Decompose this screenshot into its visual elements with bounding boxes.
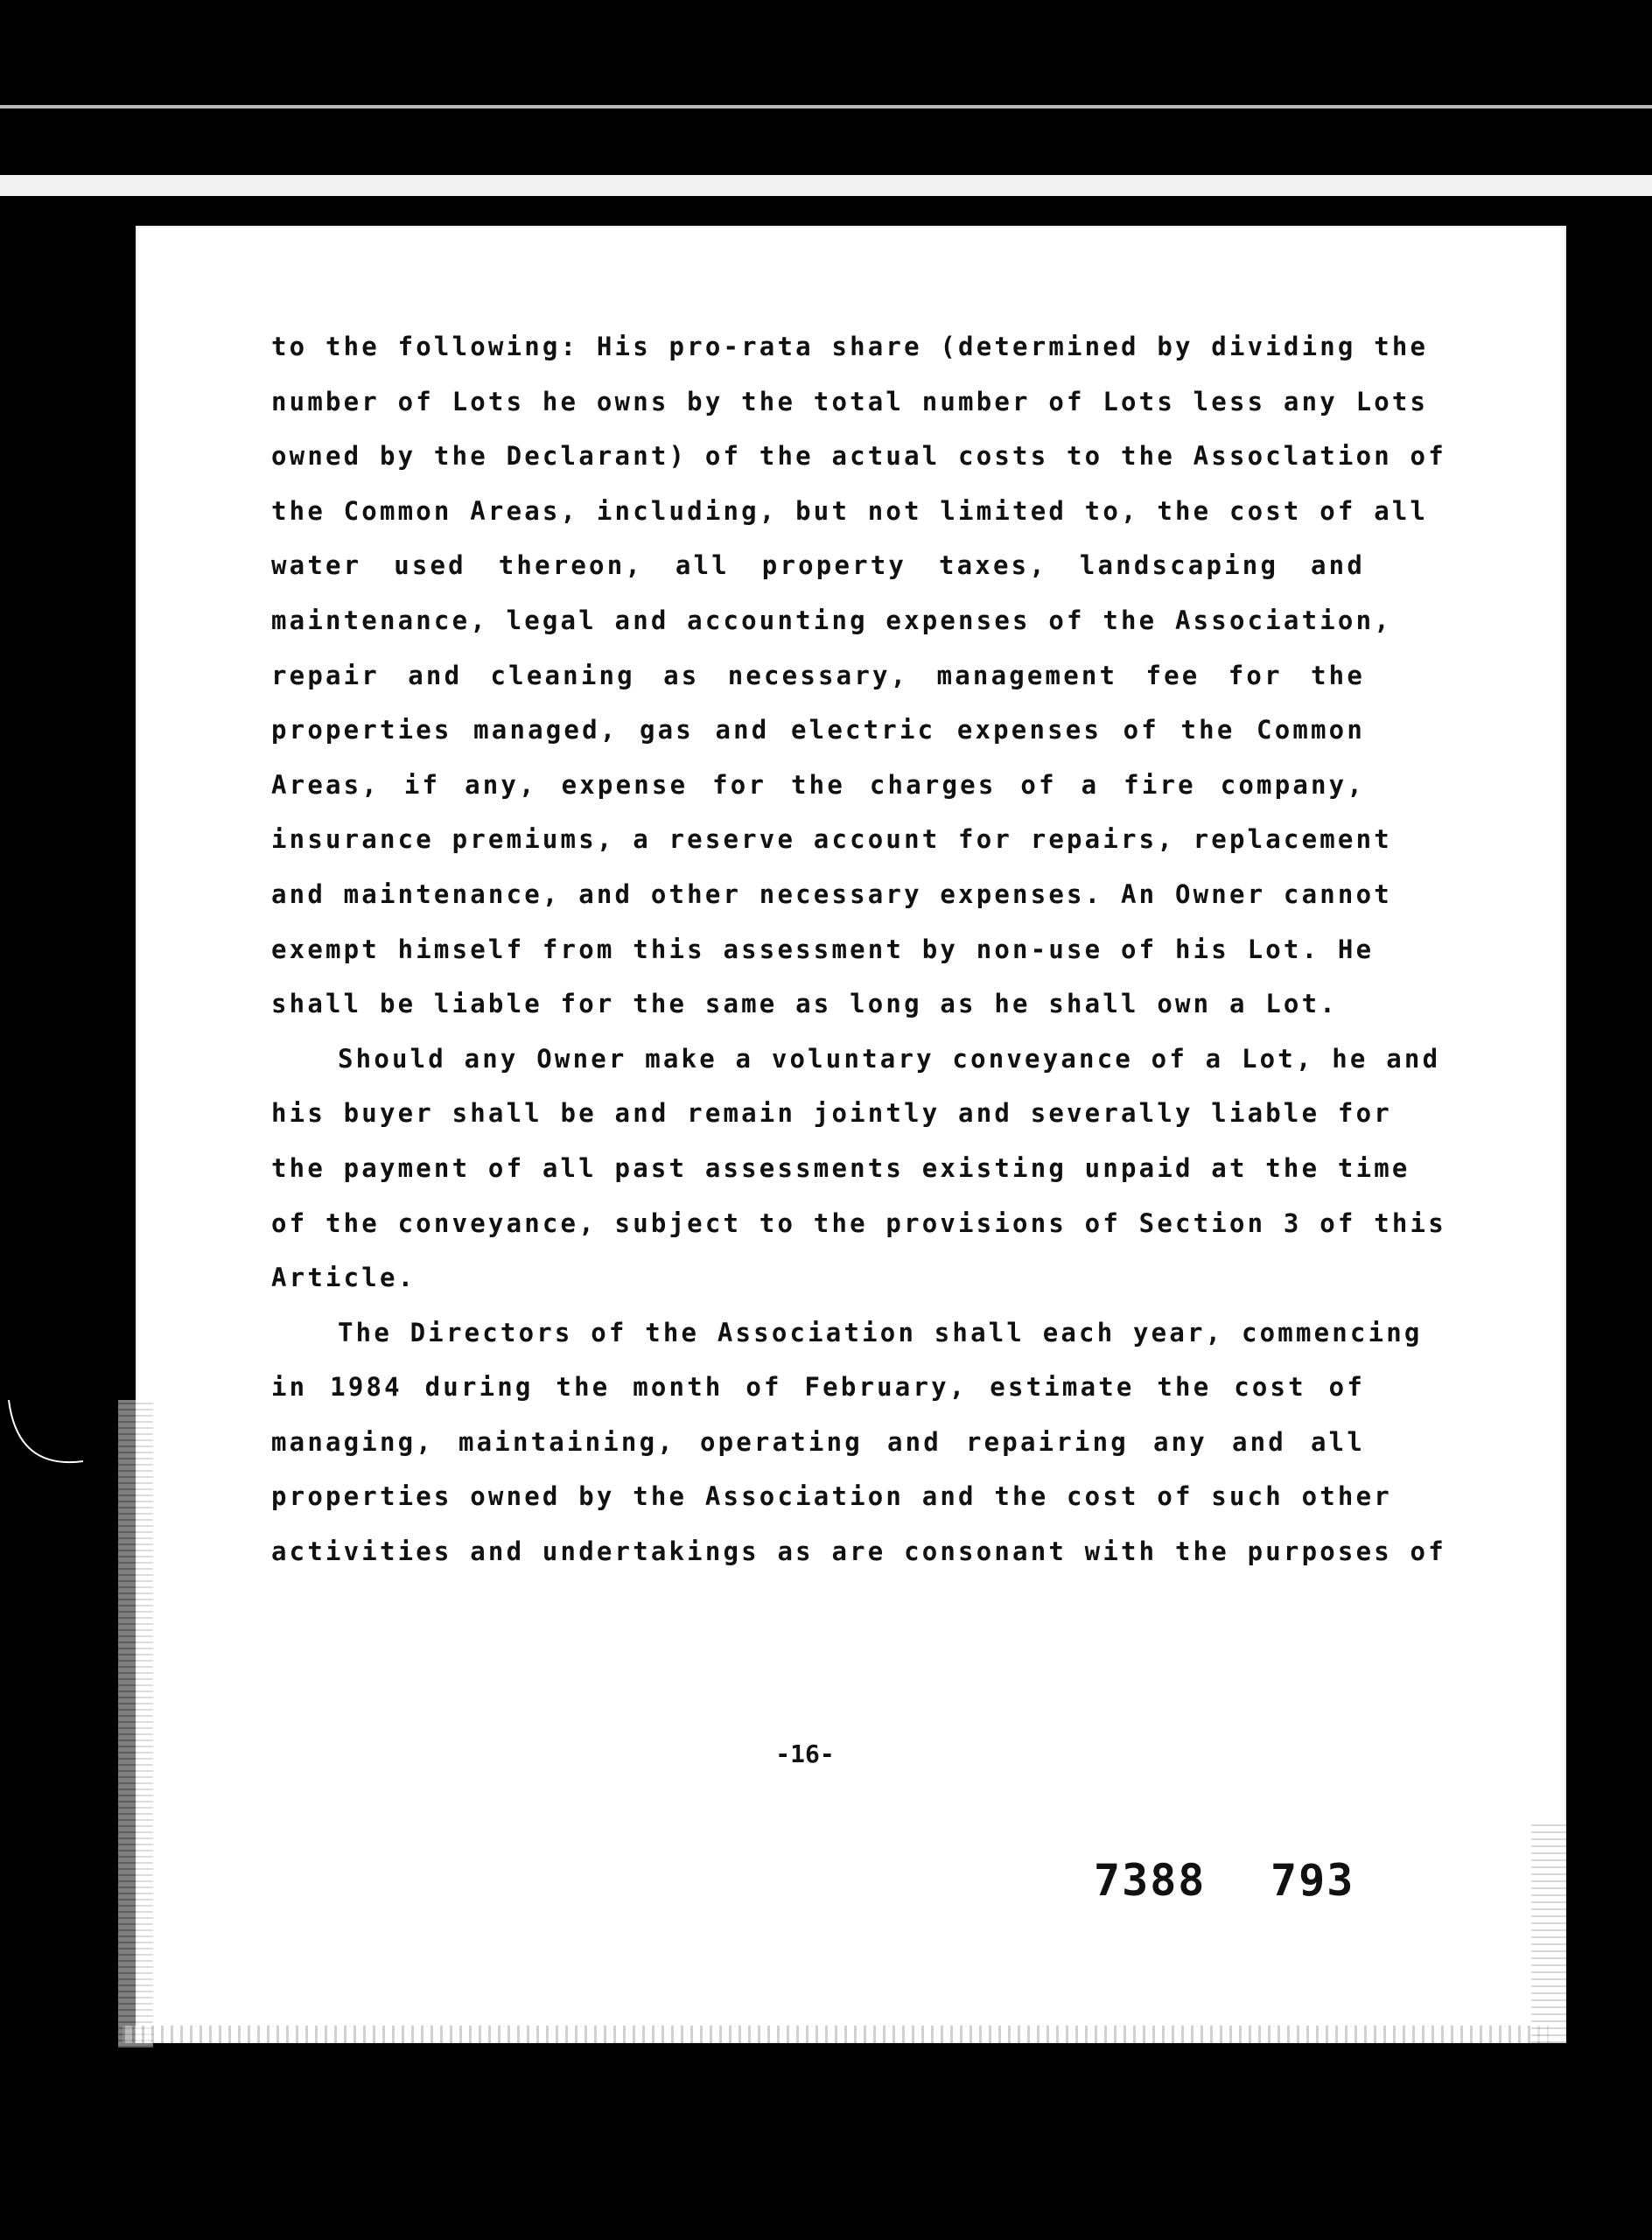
text-line: in 1984 during the month of February, estimate the cost of [271, 1372, 1365, 1403]
text-line: Article. [271, 1263, 416, 1293]
text-line: properties managed, gas and electric expenses of the Common [271, 715, 1365, 746]
text-line: shall be liable for the same as long as he shall own a Lot. [271, 989, 1338, 1019]
paragraph [271, 319, 1446, 1032]
text-line: repair and cleaning as necessary, management fee for the [271, 660, 1365, 690]
scan-top-rule [0, 105, 1652, 108]
text-line: water used thereon, all property taxes, landscaping and [271, 550, 1365, 581]
document-body [271, 319, 1446, 1579]
text-line: number of Lots he owns by the total number of Lots less any Lots [271, 386, 1429, 416]
text-line: The Directors of the Association shall each year, commencing [338, 1317, 1423, 1348]
recording-stamp-book: 7388 [1094, 1855, 1207, 1906]
scan-noise-left [118, 1400, 153, 2048]
paragraph [271, 1306, 1446, 1579]
text-line: maintenance, legal and accounting expenses of the Association, [271, 605, 1392, 635]
text-line: to the following: His pro-rata share (determined by dividing the [271, 332, 1429, 361]
text-line: managing, maintaining, operating and repairing any and all [271, 1426, 1365, 1457]
text-line: his buyer shall be and remain jointly and severally liable for [271, 1098, 1392, 1129]
recording-stamp-page: 793 [1270, 1855, 1355, 1906]
text-line: insurance premiums, a reserve account for repairs, replacement [271, 824, 1392, 855]
scan-noise-bottom [122, 2026, 1549, 2043]
paragraph [271, 1032, 1446, 1306]
scan-top-band [0, 175, 1652, 196]
text-line: the payment of all past assessments existing unpaid at the time [271, 1152, 1410, 1183]
text-line: activities and undertakings as are consonant with the purposes of [271, 1536, 1446, 1567]
text-line: Should any Owner make a voluntary conveyance of a Lot, he and [338, 1043, 1441, 1074]
scan-edge-curve [0, 1382, 96, 1488]
text-line: owned by the Declarant) of the actual costs to the Assoclation of [271, 441, 1446, 472]
text-line: properties owned by the Association and the cost of such other [271, 1481, 1392, 1512]
text-line: and maintenance, and other necessary expenses. An Owner cannot [271, 878, 1392, 909]
text-line: of the conveyance, subject to the provisions of Section 3 of this [271, 1208, 1446, 1238]
text-line: exempt himself from this assessment by non-use of his Lot. He [271, 934, 1375, 964]
text-line: the Common Areas, including, but not limited to, the cost of all [271, 495, 1429, 526]
scan-noise-right [1531, 1820, 1566, 2043]
page-number: -16- [775, 1740, 835, 1768]
text-line: Areas, if any, expense for the charges of a fire company, [271, 769, 1365, 800]
